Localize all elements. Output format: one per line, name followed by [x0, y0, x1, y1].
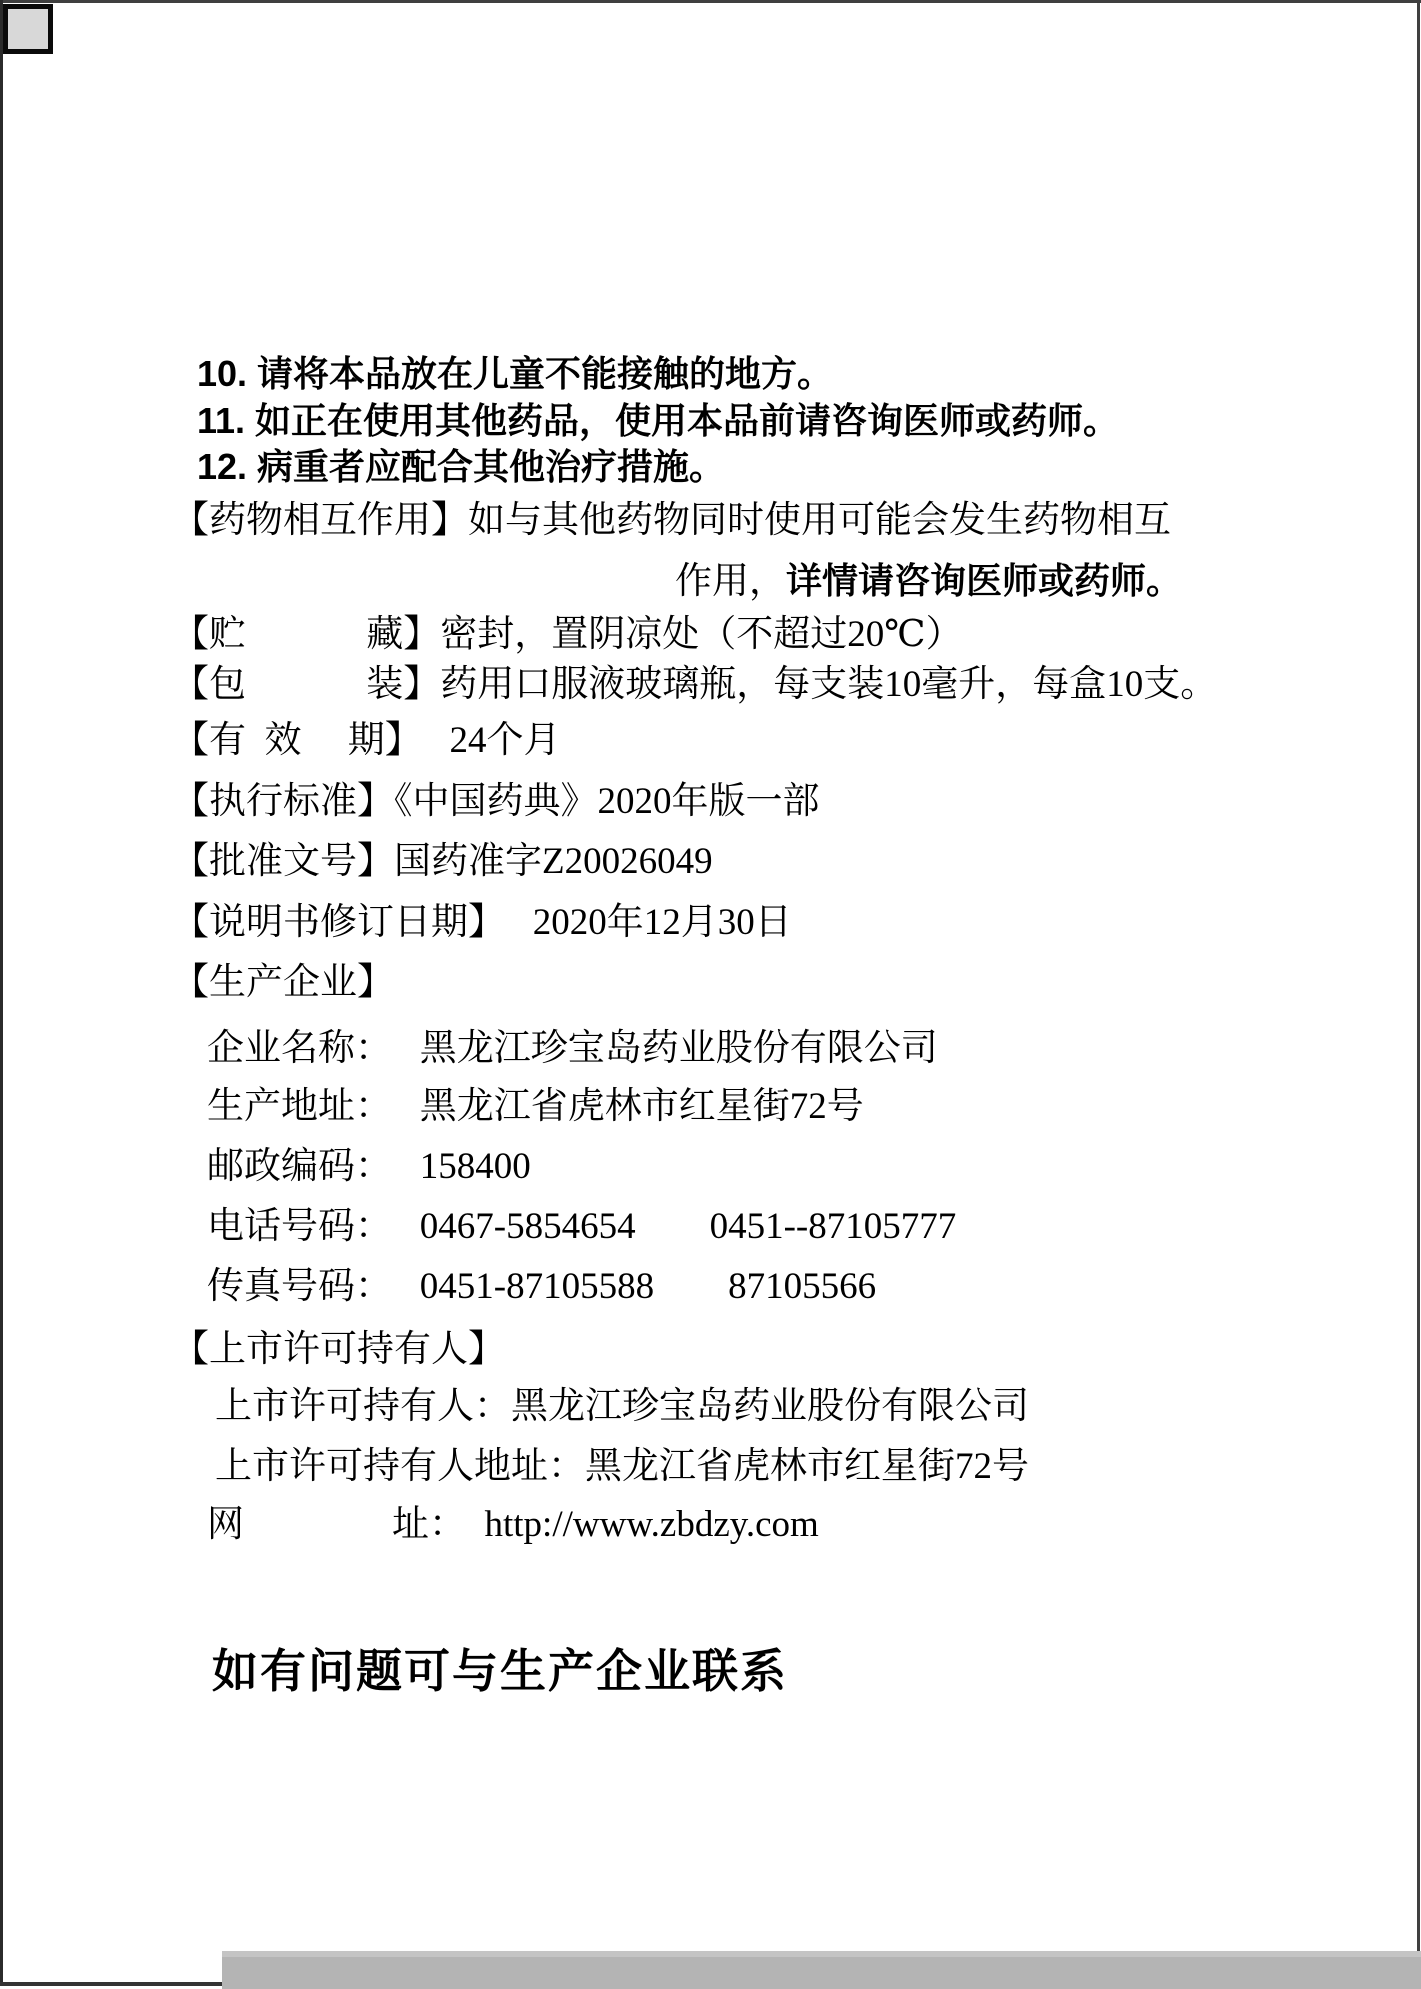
contact-note: 如有问题可与生产企业联系: [212, 1645, 788, 1697]
precaution-item-11: 11. 如正在使用其他药品，使用本品前请咨询医师或药师。: [197, 400, 1120, 441]
phone-number-row: 电话号码： 0467-5854654 0451--87105777: [207, 1206, 957, 1247]
validity-period-field: 【有 效 期】 24个月: [172, 720, 561, 761]
corner-registration-mark: [3, 4, 53, 54]
manufacturer-heading: 【生产企业】: [172, 962, 394, 1003]
drug-interaction-line-2-bold: 详情请咨询医师或药师。: [786, 560, 1183, 601]
scan-artifact-bar: [222, 1951, 1421, 1989]
revision-date-field: 【说明书修订日期】 2020年12月30日: [172, 902, 792, 943]
page-border-bottom: [0, 1982, 222, 1986]
drug-interaction-line-2: [675, 560, 1182, 604]
mah-holder-row: 上市许可持有人：黑龙江珍宝岛药业股份有限公司: [215, 1386, 1029, 1427]
packaging-field: 【包 装】药用口服液玻璃瓶，每支装10毫升，每盒10支。: [172, 664, 1218, 705]
fax-number-row: 传真号码： 0451-87105588 87105566: [207, 1266, 877, 1307]
postal-code-row: 邮政编码： 158400: [207, 1146, 531, 1187]
page-border-right: [1417, 0, 1420, 1989]
page-border-left: [0, 0, 3, 1986]
mah-address-row: 上市许可持有人地址：黑龙江省虎林市红星街72号: [215, 1446, 1029, 1487]
website-row: 网 址： http://www.zbdzy.com: [207, 1504, 819, 1545]
manufacturer-address-row: 生产地址： 黑龙江省虎林市红星街72号: [207, 1086, 864, 1127]
page-border-top: [0, 0, 1421, 3]
precaution-item-12: 12. 病重者应配合其他治疗措施。: [197, 446, 726, 487]
storage-field: 【贮 藏】密封，置阴凉处（不超过20℃）: [172, 614, 963, 655]
drug-interaction-line-1: 【药物相互作用】如与其他药物同时使用可能会发生药物相互: [172, 500, 1171, 541]
manufacturer-name-row: 企业名称： 黑龙江珍宝岛药业股份有限公司: [207, 1028, 938, 1069]
precaution-item-10: 10. 请将本品放在儿童不能接触的地方。: [197, 353, 834, 394]
mah-heading: 【上市许可持有人】: [172, 1329, 505, 1370]
drug-interaction-line-2-regular: 作用，: [675, 561, 786, 602]
execution-standard-field: 【执行标准】《中国药典》2020年版一部: [172, 781, 820, 822]
approval-number-field: 【批准文号】国药准字Z20026049: [172, 841, 713, 882]
